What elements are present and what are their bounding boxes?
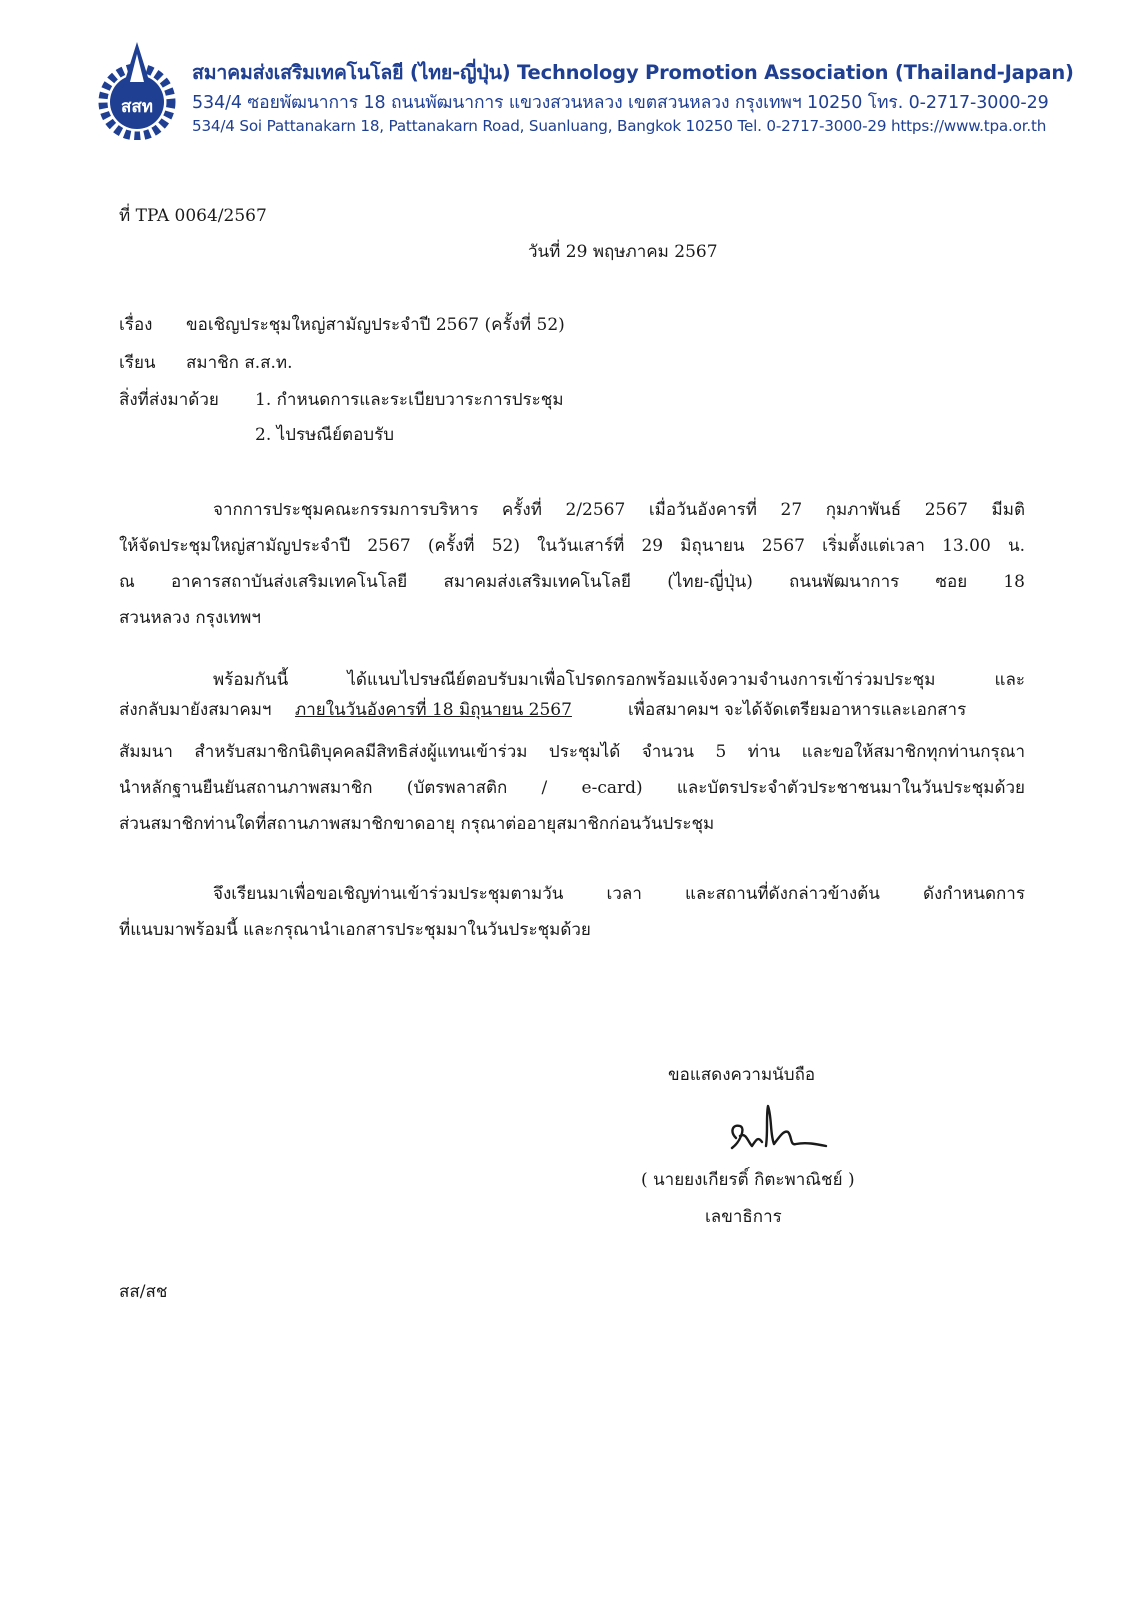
address-english: 534/4 Soi Pattanakarn 18, Pattanakarn Road, Suanluang, Bangkok 10250 Tel. 0-2717-3000-29 https://www.tpa.or.th — [192, 117, 1047, 135]
enclosures-label: สิ่งที่ส่งมาด้วย — [119, 390, 219, 410]
reference-number: ที่ TPA 0064/2567 — [119, 206, 267, 226]
paragraph-1-line: สวนหลวง กรุงเทพฯ — [119, 608, 261, 628]
signer-title: เลขาธิการ — [705, 1207, 782, 1227]
paragraph-2-line: สัมมนา สำหรับสมาชิกนิติบุคคลมีสิทธิส่งผู้แทนเข้าร่วม ประชุมได้ จำนวน 5 ท่าน และขอให้สมาชิกทุกท่านกรุณา — [119, 742, 1025, 762]
subject-text: ขอเชิญประชุมใหญ่สามัญประจำปี 2567 (ครั้งที่ 52) — [186, 315, 565, 335]
organization-name: สมาคมส่งเสริมเทคโนโลยี (ไทย-ญี่ปุ่น) Technology Promotion Association (Thailand-Japan) — [192, 61, 1074, 84]
enclosure-item: 2. ไปรษณีย์ตอบรับ — [255, 425, 394, 445]
paragraph-1-line: ให้จัดประชุมใหญ่สามัญประจำปี 2567 (ครั้งที่ 52) ในวันเสาร์ที่ 29 มิถุนายน 2567 เริ่มตั้งแต่เวลา 13.00 น. — [119, 536, 1025, 556]
signer-name: ( นายยงเกียรติ์ กิตะพาณิชย์ ) — [641, 1170, 855, 1190]
paragraph-3-line: ที่แนบมาพร้อมนี้ และกรุณานำเอกสารประชุมมาในวันประชุมด้วย — [119, 920, 591, 940]
tpa-logo — [92, 40, 182, 140]
paragraph-2-line: ส่งกลับมายังสมาคมฯ — [119, 700, 272, 720]
paragraph-2-line: ส่วนสมาชิกท่านใดที่สถานภาพสมาชิกขาดอายุ กรุณาต่ออายุสมาชิกก่อนวันประชุม — [119, 814, 715, 834]
paragraph-1-line: จากการประชุมคณะกรรมการบริหาร ครั้งที่ 2/2567 เมื่อวันอังคารที่ 27 กุมภาพันธ์ 2567 มีมติ — [213, 500, 1025, 520]
closing-phrase: ขอแสดงความนับถือ — [668, 1065, 816, 1085]
logo-lettering: สสท — [121, 97, 153, 117]
paragraph-1-line: ณ อาคารสถาบันส่งเสริมเทคโนโลยี สมาคมส่งเสริมเทคโนโลยี (ไทย-ญี่ปุ่น) ถนนพัฒนาการ ซอย 18 — [119, 572, 1025, 592]
paragraph-2-line: พร้อมกันนี้ ได้แนบไปรษณีย์ตอบรับมาเพื่อโปรดกรอกพร้อมแจ้งความจำนงการเข้าร่วมประชุม และ — [213, 670, 1025, 690]
enclosure-item: 1. กำหนดการและระเบียบวาระการประชุม — [255, 390, 564, 410]
recipient-label: เรียน — [119, 353, 156, 373]
department-code: สส/สช — [119, 1282, 168, 1302]
handwritten-signature — [722, 1102, 832, 1160]
address-thai: 534/4 ซอยพัฒนาการ 18 ถนนพัฒนาการ แขวงสวนหลวง เขตสวนหลวง กรุงเทพฯ 10250 โทร. 0-2717-3000-29 — [192, 93, 1049, 113]
paragraph-3-line: จึงเรียนมาเพื่อขอเชิญท่านเข้าร่วมประชุมตามวัน เวลา และสถานที่ดังกล่าวข้างต้น ดังกำหนดการ — [213, 884, 1025, 904]
subject-label: เรื่อง — [119, 315, 153, 335]
letter-date: วันที่ 29 พฤษภาคม 2567 — [528, 242, 718, 262]
recipient-text: สมาชิก ส.ส.ท. — [186, 353, 293, 373]
paragraph-2-line: เพื่อสมาคมฯ จะได้จัดเตรียมอาหารและเอกสาร — [628, 700, 967, 720]
paragraph-2-line: นำหลักฐานยืนยันสถานภาพสมาชิก (บัตรพลาสติก / e-card) และบัตรประจำตัวประชาชนมาในวันประชุมด้วย — [119, 778, 1025, 798]
rsvp-deadline: ภายในวันอังคารที่ 18 มิถุนายน 2567 — [295, 700, 572, 720]
